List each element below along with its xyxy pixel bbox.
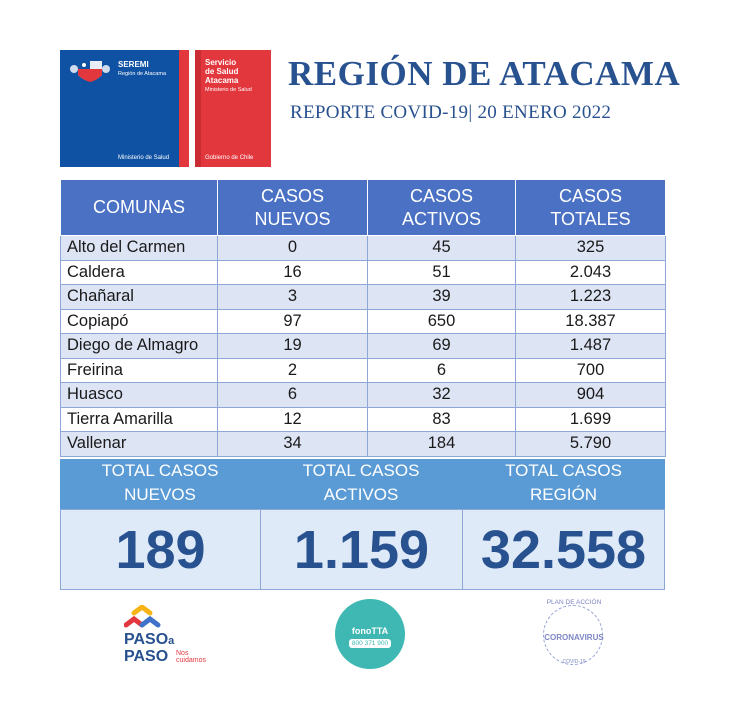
cell-activos: 83 bbox=[368, 407, 516, 432]
cell-totales: 904 bbox=[516, 383, 666, 408]
table-row bbox=[61, 309, 666, 334]
cell-activos: 69 bbox=[368, 334, 516, 359]
totals-panel bbox=[60, 459, 665, 590]
cell-activos: 39 bbox=[368, 285, 516, 310]
paso-line2: PASO bbox=[124, 648, 169, 665]
cell-activos: 6 bbox=[368, 358, 516, 383]
coronavirus-text: CORONAVIRUS bbox=[544, 633, 604, 642]
cell-totales: 5.790 bbox=[516, 432, 666, 457]
cell-nuevos: 6 bbox=[218, 383, 368, 408]
cell-comuna: Vallenar bbox=[61, 432, 218, 457]
cell-nuevos: 19 bbox=[218, 334, 368, 359]
cell-activos: 51 bbox=[368, 260, 516, 285]
paso-a-paso-chevrons-icon bbox=[124, 605, 164, 631]
total-region-value: 32.558 bbox=[462, 509, 665, 590]
cell-nuevos: 3 bbox=[218, 285, 368, 310]
cell-nuevos: 12 bbox=[218, 407, 368, 432]
total-nuevos-label: TOTAL CASOS NUEVOS bbox=[60, 459, 260, 509]
plan-accion-text: PLAN DE ACCIÓN bbox=[546, 599, 602, 606]
total-activos-label: TOTAL CASOS ACTIVOS bbox=[260, 459, 462, 509]
chile-coat-of-arms-icon bbox=[68, 55, 112, 91]
seremi-logo-title: SEREMI bbox=[118, 60, 149, 69]
report-subtitle: REPORTE COVID-19| 20 ENERO 2022 bbox=[290, 102, 612, 123]
cell-totales: 1.699 bbox=[516, 407, 666, 432]
header-casos-nuevos: CASOS NUEVOS bbox=[218, 180, 368, 236]
cell-totales: 700 bbox=[516, 358, 666, 383]
fonotta-number: 800 371 900 bbox=[349, 639, 391, 648]
cell-nuevos: 97 bbox=[218, 309, 368, 334]
cell-totales: 2.043 bbox=[516, 260, 666, 285]
cell-nuevos: 0 bbox=[218, 236, 368, 261]
cell-comuna: Huasco bbox=[61, 383, 218, 408]
table-row bbox=[61, 236, 666, 261]
seremi-logo-subtitle: Región de Atacama bbox=[118, 71, 167, 77]
table-row bbox=[61, 358, 666, 383]
page-title: REGIÓN DE ATACAMA bbox=[288, 54, 681, 93]
cell-comuna: Caldera bbox=[61, 260, 218, 285]
salud-logo-footer: Gobierno de Chile bbox=[205, 155, 254, 161]
cell-nuevos: 34 bbox=[218, 432, 368, 457]
cell-totales: 1.487 bbox=[516, 334, 666, 359]
total-nuevos-value: 189 bbox=[60, 509, 261, 590]
cell-comuna: Alto del Carmen bbox=[61, 236, 218, 261]
fonotta-logo bbox=[335, 599, 405, 669]
nos-cuidamos-text: Nos cuidamos bbox=[176, 650, 206, 664]
cell-activos: 184 bbox=[368, 432, 516, 457]
salud-logo-line1: Servicio bbox=[205, 58, 237, 67]
cell-totales: 1.223 bbox=[516, 285, 666, 310]
cell-nuevos: 2 bbox=[218, 358, 368, 383]
cell-comuna: Chañaral bbox=[61, 285, 218, 310]
cell-comuna: Tierra Amarilla bbox=[61, 407, 218, 432]
cell-comuna: Diego de Almagro bbox=[61, 334, 218, 359]
cell-nuevos: 16 bbox=[218, 260, 368, 285]
table-row bbox=[61, 383, 666, 408]
cell-activos: 32 bbox=[368, 383, 516, 408]
cell-totales: 18.387 bbox=[516, 309, 666, 334]
salud-logo-line2: de Salud bbox=[205, 67, 239, 76]
salud-logo-subtitle: Ministerio de Salud bbox=[205, 87, 252, 93]
paso-a-paso-logo bbox=[110, 605, 220, 667]
table-row bbox=[61, 285, 666, 310]
cell-activos: 650 bbox=[368, 309, 516, 334]
plan-coronavirus-logo bbox=[535, 597, 613, 675]
header-casos-activos: CASOS ACTIVOS bbox=[368, 180, 516, 236]
covid-cases-table bbox=[60, 179, 666, 457]
seremi-logo-footer: Ministerio de Salud bbox=[118, 155, 170, 161]
servicio-salud-logo bbox=[195, 50, 271, 167]
cell-comuna: Freirina bbox=[61, 358, 218, 383]
table-row bbox=[61, 432, 666, 457]
paso-line1: PASOa bbox=[124, 631, 175, 648]
header-casos-totales: CASOS TOTALES bbox=[516, 180, 666, 236]
table-row bbox=[61, 334, 666, 359]
covid-19-text: COVID-19 bbox=[562, 659, 586, 665]
table-header-row bbox=[61, 180, 666, 236]
cell-activos: 45 bbox=[368, 236, 516, 261]
table-row bbox=[61, 260, 666, 285]
fonotta-title: fonoTTA bbox=[351, 626, 389, 636]
total-activos-value: 1.159 bbox=[260, 509, 463, 590]
seremi-logo bbox=[60, 50, 189, 167]
table-row bbox=[61, 407, 666, 432]
salud-logo-line3: Atacama bbox=[205, 76, 239, 85]
header-comunas: COMUNAS bbox=[61, 180, 218, 236]
cell-totales: 325 bbox=[516, 236, 666, 261]
cell-comuna: Copiapó bbox=[61, 309, 218, 334]
total-region-label: TOTAL CASOS REGIÓN bbox=[462, 459, 665, 509]
